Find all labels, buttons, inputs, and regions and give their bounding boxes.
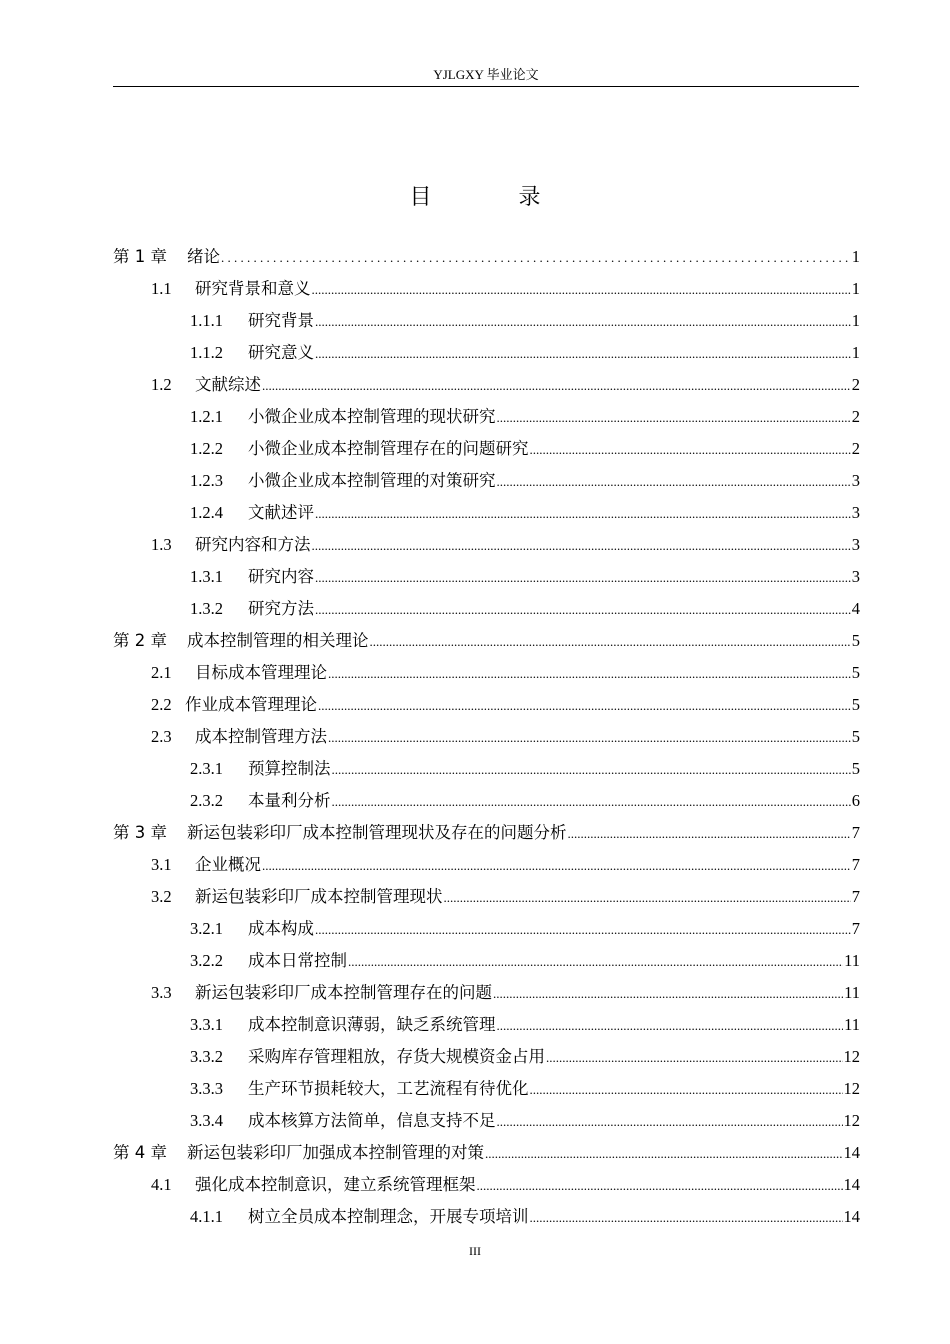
toc-entry-page: 7 xyxy=(851,855,860,874)
toc-dot-leader xyxy=(370,626,851,658)
toc-entry[interactable] xyxy=(113,849,860,881)
toc-entry-title: 小微企业成本控制管理存在的问题研究 xyxy=(248,439,529,458)
toc-dot-leader xyxy=(262,370,851,402)
toc-entry[interactable] xyxy=(113,241,860,273)
toc-entry-number: 1.2 xyxy=(151,375,172,394)
toc-entry-page: 6 xyxy=(851,791,860,810)
toc-entry-title: 采购库存管理粗放，存货大规模资金占用 xyxy=(248,1047,545,1066)
toc-entry-page: 3 xyxy=(851,471,860,490)
toc-dot-leader xyxy=(221,242,851,274)
toc-dot-leader xyxy=(444,882,851,914)
toc-dot-leader xyxy=(315,914,851,946)
toc-entry-page: 2 xyxy=(851,375,860,394)
toc-dot-leader xyxy=(530,1202,843,1234)
running-header: YJLGXY 毕业论文 xyxy=(433,67,539,82)
toc-dot-leader xyxy=(332,754,851,786)
toc-entry-page: 11 xyxy=(844,951,860,970)
toc-entry[interactable] xyxy=(113,497,860,529)
toc-entry-page: 5 xyxy=(851,759,860,778)
toc-entry[interactable] xyxy=(113,1105,860,1137)
toc-entry[interactable] xyxy=(113,721,860,753)
toc-entry[interactable] xyxy=(113,689,860,721)
toc-entry-number: 第 2 章 xyxy=(113,631,167,650)
toc-dot-leader xyxy=(328,722,851,754)
toc-entry-title: 新运包装彩印厂成本控制管理现状 xyxy=(195,887,443,906)
toc-entry[interactable] xyxy=(113,1041,860,1073)
toc-entry[interactable] xyxy=(113,1137,860,1169)
toc-entry[interactable] xyxy=(113,977,860,1009)
toc-entry[interactable] xyxy=(113,401,860,433)
toc-entry[interactable] xyxy=(113,593,860,625)
toc-entry-page: 12 xyxy=(843,1111,860,1130)
toc-dot-leader xyxy=(497,1106,843,1138)
toc-entry-number: 3.2.1 xyxy=(190,919,223,938)
header-rule xyxy=(113,86,859,87)
toc-entry[interactable] xyxy=(113,1169,860,1201)
toc-entry-title: 企业概况 xyxy=(195,855,261,874)
toc-entry-page: 3 xyxy=(851,503,860,522)
toc-entry-title: 成本控制意识薄弱，缺乏系统管理 xyxy=(248,1015,496,1034)
toc-entry[interactable] xyxy=(113,433,860,465)
toc-entry-number: 3.3.2 xyxy=(190,1047,223,1066)
toc-dot-leader xyxy=(312,274,851,306)
toc-entry[interactable] xyxy=(113,1201,860,1233)
table-of-contents xyxy=(113,241,860,1233)
toc-dot-leader xyxy=(530,434,851,466)
toc-entry-number: 第 4 章 xyxy=(113,1143,167,1162)
toc-entry-title: 研究方法 xyxy=(248,599,314,618)
toc-entry-page: 3 xyxy=(851,567,860,586)
toc-entry-title: 研究背景和意义 xyxy=(195,279,311,298)
toc-entry-title: 目标成本管理理论 xyxy=(195,663,327,682)
toc-entry[interactable] xyxy=(113,305,860,337)
toc-entry-number: 3.3.1 xyxy=(190,1015,223,1034)
toc-entry-page: 2 xyxy=(851,407,860,426)
toc-entry-title: 文献述评 xyxy=(248,503,314,522)
toc-entry[interactable] xyxy=(113,369,860,401)
toc-entry[interactable] xyxy=(113,1073,860,1105)
toc-entry-title: 研究背景 xyxy=(248,311,314,330)
toc-entry-title: 成本构成 xyxy=(248,919,314,938)
toc-entry-number: 1.2.4 xyxy=(190,503,223,522)
toc-entry-number: 3.3.3 xyxy=(190,1079,223,1098)
toc-entry-page: 5 xyxy=(851,727,860,746)
toc-entry-title: 强化成本控制意识，建立系统管理框架 xyxy=(195,1175,476,1194)
toc-entry-title: 树立全员成本控制理念，开展专项培训 xyxy=(248,1207,529,1226)
toc-entry-number: 1.2.3 xyxy=(190,471,223,490)
toc-entry[interactable] xyxy=(113,785,860,817)
toc-entry-page: 1 xyxy=(851,247,860,266)
toc-dot-leader xyxy=(546,1042,843,1074)
toc-entry-page: 14 xyxy=(843,1175,860,1194)
toc-entry-title: 新运包装彩印厂成本控制管理现状及存在的问题分析 xyxy=(187,823,567,842)
toc-entry-number: 4.1.1 xyxy=(190,1207,223,1226)
toc-entry-page: 1 xyxy=(851,311,860,330)
toc-entry-title: 预算控制法 xyxy=(248,759,331,778)
toc-entry-page: 5 xyxy=(851,631,860,650)
toc-dot-leader xyxy=(328,658,851,690)
toc-dot-leader xyxy=(497,466,851,498)
toc-entry-title: 生产环节损耗较大，工艺流程有待优化 xyxy=(248,1079,529,1098)
toc-entry[interactable] xyxy=(113,465,860,497)
toc-entry-title: 绪论 xyxy=(187,247,220,266)
toc-entry[interactable] xyxy=(113,657,860,689)
toc-entry-title: 成本日常控制 xyxy=(248,951,347,970)
toc-entry-title: 新运包装彩印厂成本控制管理存在的问题 xyxy=(195,983,492,1002)
toc-entry-number: 2.3 xyxy=(151,727,172,746)
toc-entry-title: 小微企业成本控制管理的对策研究 xyxy=(248,471,496,490)
toc-entry-page: 7 xyxy=(851,887,860,906)
toc-dot-leader xyxy=(315,594,851,626)
toc-dot-leader xyxy=(315,562,851,594)
toc-dot-leader xyxy=(262,850,851,882)
toc-entry-number: 3.2 xyxy=(151,887,172,906)
toc-entry-number: 1.1.2 xyxy=(190,343,223,362)
toc-dot-leader xyxy=(477,1170,843,1202)
toc-entry-page: 11 xyxy=(844,1015,860,1034)
toc-entry-number: 1.1.1 xyxy=(190,311,223,330)
toc-entry[interactable] xyxy=(113,913,860,945)
toc-entry-number: 2.1 xyxy=(151,663,172,682)
toc-entry-number: 1.2.1 xyxy=(190,407,223,426)
toc-entry-number: 4.1 xyxy=(151,1175,172,1194)
toc-entry[interactable] xyxy=(113,881,860,913)
toc-entry-page: 7 xyxy=(851,919,860,938)
toc-entry-title: 研究意义 xyxy=(248,343,314,362)
toc-entry-page: 5 xyxy=(851,695,860,714)
toc-entry-page: 12 xyxy=(843,1079,860,1098)
toc-entry[interactable] xyxy=(113,945,860,977)
toc-entry-page: 14 xyxy=(843,1143,860,1162)
toc-dot-leader xyxy=(318,690,851,722)
toc-entry-title: 文献综述 xyxy=(195,375,261,394)
toc-entry-number: 第 1 章 xyxy=(113,247,167,266)
toc-entry-page: 2 xyxy=(851,439,860,458)
toc-entry[interactable] xyxy=(113,625,860,657)
toc-entry-number: 3.2.2 xyxy=(190,951,223,970)
toc-entry[interactable] xyxy=(113,337,860,369)
toc-entry-title: 作业成本管理理论 xyxy=(185,695,317,714)
toc-entry-title: 成本核算方法简单，信息支持不足 xyxy=(248,1111,496,1130)
toc-entry-title: 新运包装彩印厂加强成本控制管理的对策 xyxy=(187,1143,484,1162)
toc-dot-leader xyxy=(315,338,851,370)
toc-entry[interactable] xyxy=(113,753,860,785)
toc-entry-number: 2.3.1 xyxy=(190,759,223,778)
toc-entry-number: 3.3 xyxy=(151,983,172,1002)
toc-entry-number: 1.3 xyxy=(151,535,172,554)
toc-entry-number: 2.2 xyxy=(151,695,172,714)
toc-entry[interactable] xyxy=(113,561,860,593)
toc-dot-leader xyxy=(568,818,851,850)
toc-entry-number: 1.2.2 xyxy=(190,439,223,458)
toc-entry-page: 4 xyxy=(851,599,860,618)
toc-entry-number: 1.1 xyxy=(151,279,172,298)
toc-entry[interactable] xyxy=(113,817,860,849)
toc-entry-page: 3 xyxy=(851,535,860,554)
toc-dot-leader xyxy=(530,1074,843,1106)
toc-entry-page: 7 xyxy=(851,823,860,842)
toc-entry-title: 成本控制管理的相关理论 xyxy=(187,631,369,650)
toc-dot-leader xyxy=(348,946,843,978)
toc-dot-leader xyxy=(315,498,851,530)
toc-entry-page: 1 xyxy=(851,343,860,362)
toc-dot-leader xyxy=(332,786,851,818)
toc-entry-title: 本量利分析 xyxy=(248,791,331,810)
toc-entry-page: 1 xyxy=(851,279,860,298)
toc-entry-number: 1.3.1 xyxy=(190,567,223,586)
toc-entry-title: 研究内容和方法 xyxy=(195,535,311,554)
toc-entry-number: 3.1 xyxy=(151,855,172,874)
toc-entry-page: 11 xyxy=(844,983,860,1002)
toc-entry-number: 2.3.2 xyxy=(190,791,223,810)
toc-dot-leader xyxy=(312,530,851,562)
toc-entry-number: 3.3.4 xyxy=(190,1111,223,1130)
toc-entry-number: 1.3.2 xyxy=(190,599,223,618)
toc-entry-number: 第 3 章 xyxy=(113,823,167,842)
toc-entry-title: 小微企业成本控制管理的现状研究 xyxy=(248,407,496,426)
toc-entry[interactable] xyxy=(113,273,860,305)
toc-dot-leader xyxy=(485,1138,843,1170)
page-number: III xyxy=(469,1244,481,1258)
toc-entry-page: 12 xyxy=(843,1047,860,1066)
toc-dot-leader xyxy=(493,978,843,1010)
toc-entry[interactable] xyxy=(113,529,860,561)
toc-entry-title: 成本控制管理方法 xyxy=(195,727,327,746)
toc-dot-leader xyxy=(315,306,851,338)
toc-dot-leader xyxy=(497,1010,844,1042)
toc-entry-page: 14 xyxy=(843,1207,860,1226)
toc-dot-leader xyxy=(497,402,851,434)
toc-entry-title: 研究内容 xyxy=(248,567,314,586)
toc-entry[interactable] xyxy=(113,1009,860,1041)
toc-title: 目 录 xyxy=(409,185,581,210)
toc-entry-page: 5 xyxy=(851,663,860,682)
